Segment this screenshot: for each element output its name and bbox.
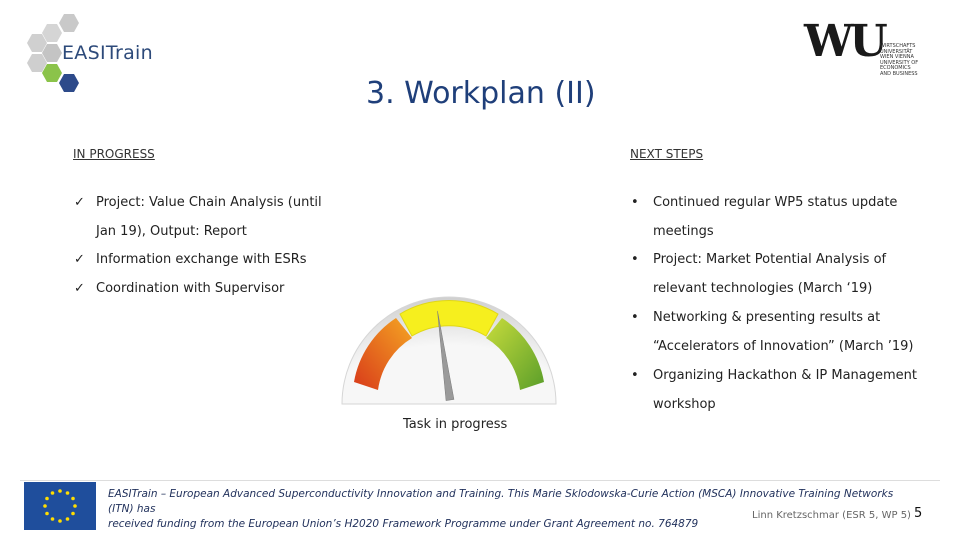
- funding-line: EASITrain – European Advanced Superconductivity Innovation and Training. This Marie Sklodowska-Curie Action (MSCA) Innovative Training Networks (ITN) has: [108, 488, 894, 515]
- progress-gauge: [340, 286, 558, 406]
- item-line: workshop: [653, 397, 716, 412]
- author-label: Linn Kretzschmar (ESR 5, WP 5): [752, 510, 911, 521]
- funding-line: received funding from the European Union’s H2020 Framework Programme under Grant Agreement no. 764879: [108, 518, 699, 530]
- wu-logo-line: UNIVERSITÄT: [880, 48, 913, 55]
- eu-star: [71, 512, 75, 516]
- eu-star: [45, 497, 49, 501]
- gauge-caption: Task in progress: [403, 417, 508, 432]
- wu-logo-letters: WU: [804, 16, 884, 67]
- eu-star: [71, 497, 75, 501]
- wu-logo-line: WIEN VIENNA: [880, 54, 914, 60]
- bullet-icon: •: [631, 310, 639, 325]
- item-line: “Accelerators of Innovation” (March ’19): [653, 339, 914, 354]
- wu-logo-line: UNIVERSITY OF: [880, 59, 919, 66]
- item-line: Information exchange with ESRs: [96, 252, 307, 267]
- item-line: relevant technologies (March ‘19): [653, 281, 873, 296]
- page-number: 5: [914, 506, 923, 521]
- eu-star: [58, 519, 62, 523]
- wu-logo-line: ECONOMICS: [880, 65, 911, 71]
- eu-star: [43, 504, 47, 508]
- in-progress-header: IN PROGRESS: [73, 147, 155, 161]
- eu-star: [66, 491, 70, 495]
- eu-star: [51, 491, 55, 495]
- footer-divider: [20, 480, 940, 481]
- wu-logo-text: [880, 44, 930, 77]
- list-item: [74, 188, 396, 246]
- eu-flag-icon: [24, 482, 96, 530]
- next-steps-header: NEXT STEPS: [630, 147, 704, 161]
- list-item: [74, 274, 285, 303]
- logo-text: EASITrain: [62, 42, 153, 64]
- eu-star: [66, 517, 70, 521]
- eu-star: [58, 489, 62, 493]
- list-item: [631, 245, 943, 303]
- wu-logo-line: AND BUSINESS: [880, 70, 918, 77]
- checkmark-icon: ✓: [74, 252, 85, 267]
- list-item: [631, 361, 943, 419]
- checkmark-icon: ✓: [74, 195, 85, 210]
- checkmark-icon: ✓: [74, 281, 85, 296]
- eu-star: [73, 504, 77, 508]
- wu-logo-line: WIRTSCHAFTS: [880, 43, 916, 49]
- item-line: Project: Value Chain Analysis (until: [96, 195, 322, 210]
- bullet-icon: •: [631, 368, 639, 383]
- list-item: [631, 188, 943, 246]
- item-line: meetings: [653, 224, 714, 239]
- item-line: Jan 19), Output: Report: [96, 224, 247, 239]
- bullet-icon: •: [631, 252, 639, 267]
- item-line: Project: Market Potential Analysis of: [653, 252, 887, 267]
- bullet-icon: •: [631, 195, 639, 210]
- item-line: Coordination with Supervisor: [96, 281, 285, 296]
- item-line: Organizing Hackathon & IP Management: [653, 368, 918, 383]
- item-line: Networking & presenting results at: [653, 310, 881, 325]
- eu-star: [51, 517, 55, 521]
- list-item: [74, 245, 307, 274]
- eu-star: [45, 512, 49, 516]
- list-item: [631, 303, 943, 361]
- item-line: Continued regular WP5 status update: [653, 195, 898, 210]
- slide-title: 3. Workplan (II): [366, 76, 596, 111]
